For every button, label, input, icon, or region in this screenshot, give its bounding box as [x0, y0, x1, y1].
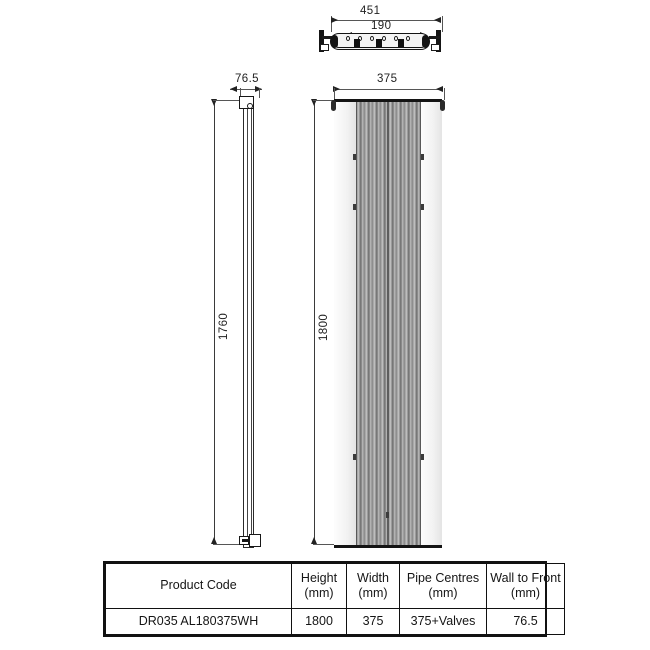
front-dim-width-line [333, 89, 443, 90]
plan-view-body [318, 26, 442, 62]
header-height-line2: (mm) [304, 586, 334, 601]
side-dim-depth-arrow-left [230, 86, 237, 92]
plan-dim-190-label: 190 [371, 20, 392, 32]
plan-wall-bracket-right [430, 30, 441, 52]
plan-fin-hole [406, 36, 410, 41]
header-product-code [106, 564, 292, 609]
front-end-cap-left [331, 100, 336, 111]
plan-dim-451-label: 451 [360, 5, 381, 17]
cell-height: 1800 [292, 609, 347, 635]
front-top-rail [334, 99, 442, 102]
bracket-body-icon [249, 534, 261, 547]
plan-fin-hole [370, 36, 374, 41]
side-profile-body [236, 94, 262, 556]
front-dim-width-arrow-right [436, 86, 443, 92]
front-fixing-mark [421, 154, 424, 160]
front-side-panel-left [334, 102, 356, 546]
header-pipe-centres-line2: (mm) [428, 586, 458, 601]
side-dim-depth-label: 76.5 [235, 73, 259, 85]
specification-table [103, 561, 561, 637]
plan-end-cap-right [422, 35, 429, 48]
bracket-hole-icon [247, 103, 253, 109]
cell-pipe-centres: 375+Valves [400, 609, 487, 635]
side-profile-inner-line [247, 104, 248, 544]
plan-mount-tab [354, 39, 360, 47]
header-product-code-line1: Product Code [160, 578, 237, 593]
header-pipe-centres-line1: Pipe Centres [406, 570, 480, 585]
plan-wall-bracket-left [319, 30, 330, 52]
front-side-panel-right [420, 102, 442, 546]
plan-bracket-foot-icon [431, 44, 440, 51]
front-centre-seam [387, 102, 389, 546]
front-fin-edge-right [420, 102, 421, 546]
cell-width: 375 [347, 609, 400, 635]
front-end-cap-right [440, 100, 445, 111]
header-pipe-centres [400, 564, 487, 609]
header-width-line1: Width [357, 570, 389, 585]
cell-wall-to-front: 76.5 [487, 609, 565, 635]
side-dim-height-label: 1760 [218, 312, 230, 340]
header-height [292, 564, 347, 609]
side-dim-height-line [214, 99, 215, 543]
plan-mount-tab [376, 39, 382, 47]
front-fixing-mark [353, 454, 356, 460]
header-width [347, 564, 400, 609]
spec-table-element [105, 563, 565, 635]
plan-end-cap-left [331, 35, 338, 48]
front-fixing-mark [386, 512, 389, 518]
plan-mount-tab [398, 39, 404, 47]
plan-bracket-foot-icon [320, 44, 329, 51]
side-profile-outline [243, 100, 254, 548]
front-elevation-body [332, 94, 444, 556]
table-header-row [106, 564, 565, 609]
front-fin-edge-left [356, 102, 357, 546]
header-height-line1: Height [300, 570, 338, 585]
plan-fin-hole [382, 36, 386, 41]
front-dim-height-line [314, 99, 315, 543]
front-fixing-mark [421, 454, 424, 460]
front-bottom-rail [334, 545, 442, 548]
front-fixing-mark [353, 204, 356, 210]
side-bottom-wall-bracket [239, 534, 261, 548]
bracket-pin-icon [242, 539, 248, 542]
cell-product-code: DR035 AL180375WH [106, 609, 292, 635]
plan-bracket-arm-icon [429, 36, 440, 39]
side-top-wall-bracket [239, 96, 254, 109]
plan-fin-hole [346, 36, 350, 41]
plan-dim-451-arrow-left [331, 17, 338, 23]
front-dim-width-label: 375 [377, 73, 398, 85]
front-fixing-mark [353, 154, 356, 160]
side-profile-inner-line [251, 104, 252, 544]
front-dim-height-label: 1800 [318, 313, 330, 341]
front-fixing-mark [421, 204, 424, 210]
header-wall-to-front-line2: (mm) [510, 586, 541, 601]
table-row [106, 609, 565, 635]
plan-dim-451-arrow-right [434, 17, 441, 23]
header-width-line2: (mm) [358, 586, 388, 601]
header-wall-to-front-line1: Wall to Front [490, 570, 561, 585]
header-wall-to-front [487, 564, 565, 609]
